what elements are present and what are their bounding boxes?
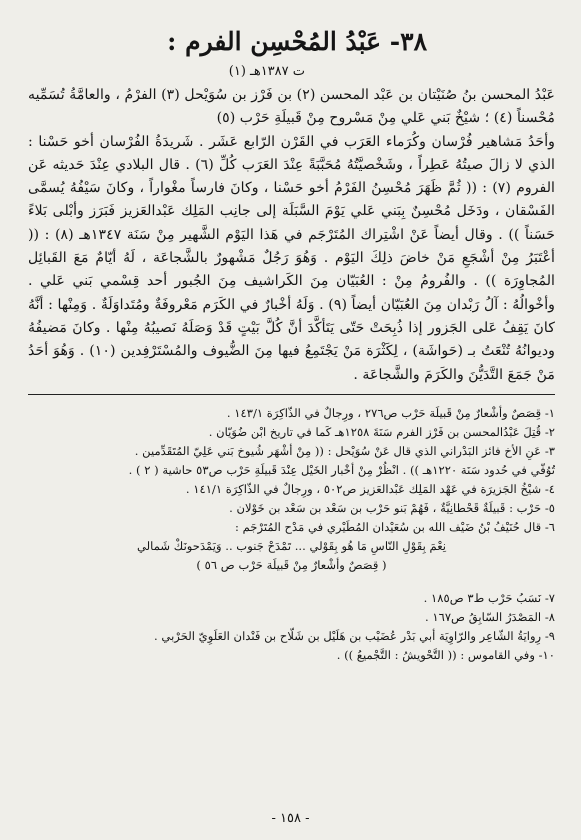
footnote: ٩- رِوايَةُ الشّاعِر والرّاوِيَة أبي بَدْر عُضَيْب بن هَلَيْل بن شَلّاح بن فَنْدان العَلَوِيّ الحَرْبي . [154,628,555,643]
death-date: ت ١٣٨٧هـ (١) [228,64,305,79]
footnote: ١- قِصَصٌ وأشْعارٌ مِنْ قَبيلَة حَرْب ص٢٧٦ ، ورِجالٌ في الذّاكِرَة ١٤٣/١ . [226,405,555,420]
poem-source: ( قِصَصٌ وأشْعارٌ مِنْ قَبيلَة حَرْب ص ٥٦ ) [196,557,387,572]
footnote: ٦- قال حُنَيْفُ بْنُ ضَيْف الله بن سُعَيْدان المُطَيْري في مَدْح المُتَرْجَم : [235,519,555,534]
footnote-divider [28,394,555,395]
entry-title: ٣٨- عَبْدُ المُحْسِن الفرم : [167,27,427,56]
footnote: ٣- عَنِ الأخ فائز البَدْراني الذي قال عَنْ سُوَيْحل : (( مِنْ أشْهَر شُيوخ بَني عَلِيّ المُتَقَدِّمين . [134,443,555,458]
body-paragraph: وأحَدُ مَشاهير فُرْسان وكُرَماء العَرَب في القَرْن الرّابع عَشَر . شَريدَةُ الفُرْسان أخو حَسْنا : الذي لا زالَ صيتُهُ عَطِراً ، وشَخْصيَّتُهُ مُحَبَّبَةً عِنْدَ العَرَب كُلِّ (٦) . قال البلادي عِنْدَ حَديثه عَن الفروم (٧) : (( ثُمَّ ظَهَرَ مُحْسِنُ الفَرْمُ أخو حَسْنا ، وكانَ فارساً مغْواراً ، وكانَ سَيْفُهُ يُسمَّى الفَسْقان ، ودَخَل مُحْسِنٌ بِبَني عَلي يَوْمَ السَّبَلَة إلى جانِب المَلِك عَبْدالعَزيز فَبَرَز وأبْلى بَلاءً حَسَناً )) . وقال أيضاً عَنْ اشْتِراك المُتَرْجَم في هَذا اليَوْم الشَّهير مِنْ سَنَة ١٣٤٧هـ (٨) : (( أعْتَبَرُ مِنْ أشْجَعِ مَنْ خاضَ ذلِكَ اليَوْم . وَهُوَ رَجُلٌ مَشْهورٌ بالشَّجاعَة ، لَهُ أيّامٌ مَعَ القَبائِل المُجاوِرَة )) . والفُرومُ مِنْ : العُبَيّان مِنَ الكَراشيف مِنَ الجُبور أحد قِسْمي بَني عَلي . وأخْوالُهُ : آلُ رَبْدان مِنَ العُبَيّان أيضاً (٩) . وَلَهُ أخْبارٌ في الكَرَم مَعْروفَةٌ ومُتَداوَلَةٌ . وَمِنْها : أنَّهُ كانَ يَقِفُ عَلى الجَزور إذا ذُبِحَتْ حَتّى يَتَأكَّدَ أنَّ كُلَّ بَيْتٍ قَدْ وَصَلَهُ نَصيبُهُ مِنْها . وكانَ مَضيفُهُ وديوانُهُ تُنْعَتُ بـ (حَواشَة) ، لِكَثْرَة مَنْ يَجْتَمِعُ فيها مِنَ الضُّيوف والمُسْتَرْفِدين (١٠) . وَهُوَ أحَدُ مَنْ جَمَعَ التَّدَيُّنَ والكَرَمَ والشَّجاعَة . [28,133,556,383]
footnote: ٤- شيْخُ الجَزيرَة في عَهْد المَلِك عَبْدالعَزيز ص٥٠٢ ، ورِجالٌ في الذّاكِرَة ١٤١/١ . [185,481,555,496]
page-number: - ١٥٨ - [271,811,310,826]
footnote: ١٠- وفي القاموس : (( التَّحْويشُ : التَّجْميعُ )) . [336,647,555,662]
entry-body [28,84,555,387]
footnote: ٧- نَسَبُ حَرْب ط٣ ص١٨٥ . [423,590,555,605]
footnote: ٨- المَصْدَرُ السّابِقُ ص١٦٧ . [424,609,555,624]
footnotes [28,404,555,665]
poem-verse: نِعْمَ بِقَوْلِ النّاسِ مَا هُو بِقَوْلي ... تَمْدَحْ جَنوب .. وَيَمْدَحونَكْ شَمالي [136,538,447,553]
footnote: ٥- حَرْب : قَبيلَةٌ قَحْطانِيَّةٌ ، فَهُمْ بَنو حَرْب بن سَعْد بن سَعْد بن خَوْلان . [229,500,555,515]
body-paragraph: عَبْدُ المحسن بنُ صُنَيْتان بن عَبْد المحسن (٢) بن فَرْز بن سُوَيْحل (٣) الفرْمُ ، والعامَّةُ تُسَمِّيه مُحْسناً (٤) ؛ شيْخٌ بَني عَلي مِنْ مَسْروح مِنْ قَبيلَةِ حَرْب (٥) [28,87,555,127]
footnote: تُوُفّي في حُدود سَنَة ١٢٢٠هـ )) . انْظُرْ مِنْ أخْبار الخَيْل عِنْدَ قَبيلَةِ حَرْب ص٥٣ حاشية ( ٢ ) . [128,462,555,477]
footnote: ٢- قُتِلَ عَبْدُالمحسن بن فَرْز الفرم سَنَةَ ١٢٥٨هـ كَما في تاريخ ابْن ضُوَيّان . [208,424,555,439]
